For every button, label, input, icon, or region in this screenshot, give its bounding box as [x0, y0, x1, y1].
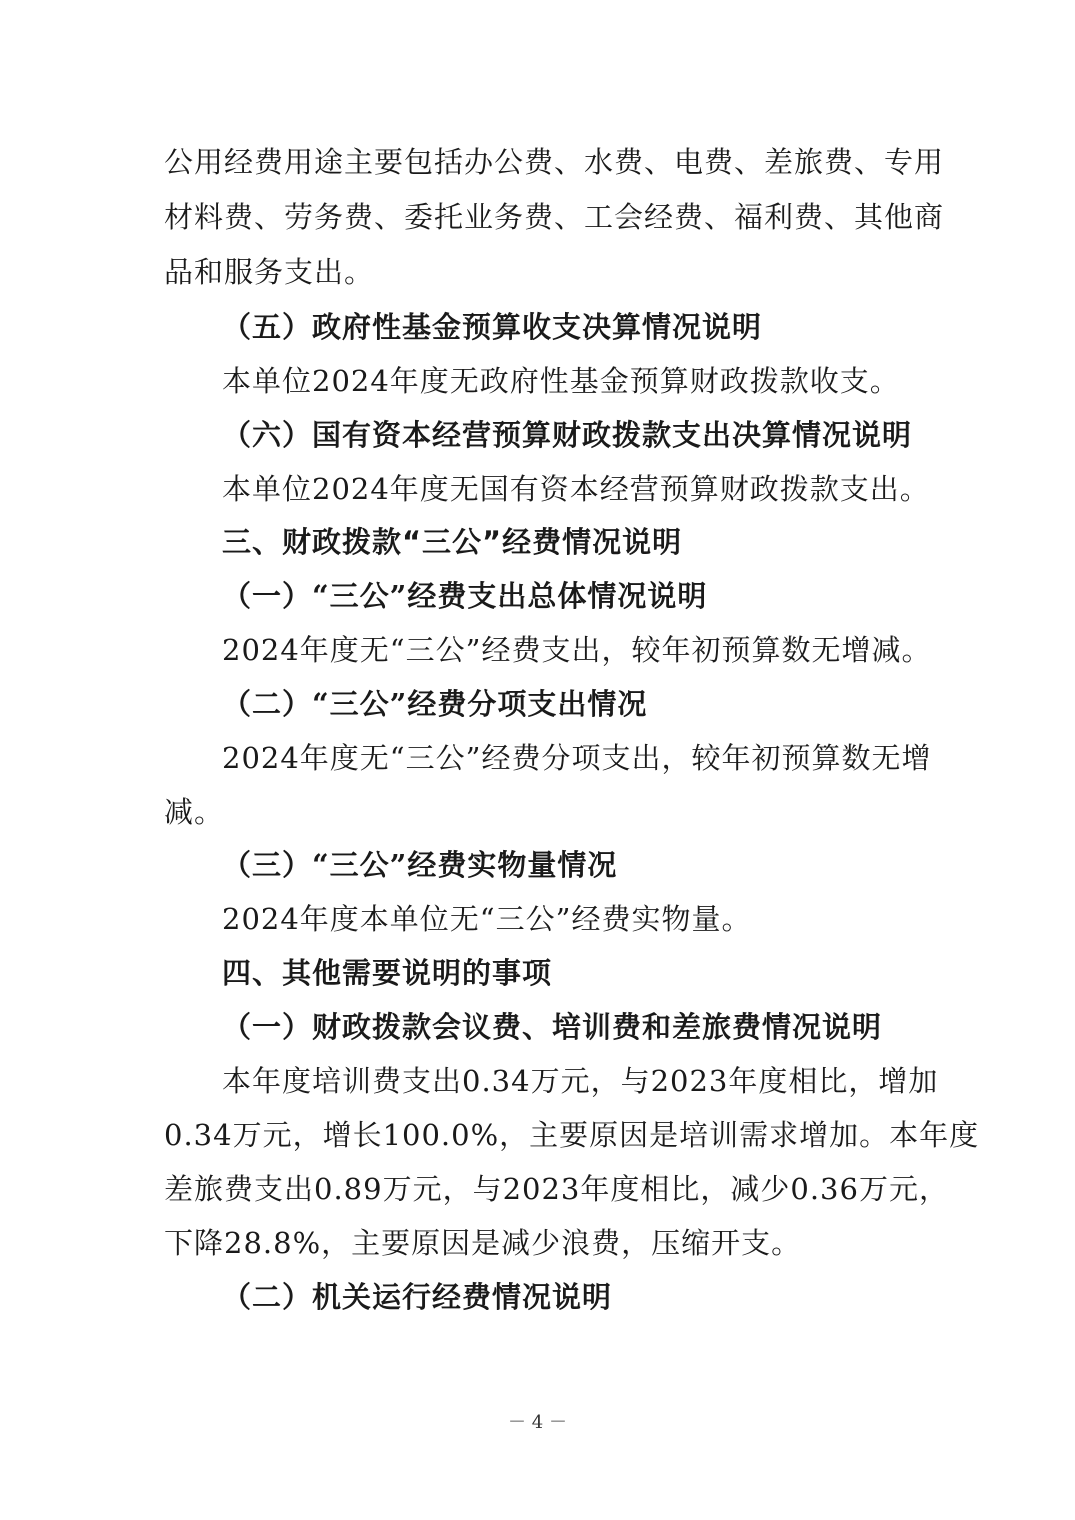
body-line: 本单位2024年度无国有资本经营预算财政拨款支出。: [222, 472, 930, 506]
body-line: 本年度培训费支出0.34万元，与2023年度相比，增加: [222, 1064, 939, 1098]
section-heading: （五）政府性基金预算收支决算情况说明: [222, 310, 763, 344]
section-heading: （一）“三公”经费支出总体情况说明: [222, 579, 708, 613]
section-heading: （二）“三公”经费分项支出情况: [222, 687, 648, 721]
body-line: 下降28.8%，主要原因是减少浪费，压缩开支。: [164, 1226, 802, 1260]
chapter-heading: 三、财政拨款“三公”经费情况说明: [222, 525, 683, 559]
body-line: 2024年度无“三公”经费支出，较年初预算数无增减。: [222, 633, 932, 667]
body-line: 0.34万元，增长100.0%，主要原因是培训需求增加。本年度: [164, 1118, 980, 1152]
chapter-heading: 四、其他需要说明的事项: [222, 956, 553, 990]
section-heading: （三）“三公”经费实物量情况: [222, 848, 618, 882]
section-heading: （二）机关运行经费情况说明: [222, 1280, 613, 1314]
body-line: 本单位2024年度无政府性基金预算财政拨款收支。: [222, 364, 900, 398]
body-line: 材料费、劳务费、委托业务费、工会经费、福利费、其他商: [164, 200, 945, 234]
page-number: － 4 －: [508, 1412, 567, 1433]
body-line: 2024年度无“三公”经费分项支出，较年初预算数无增: [222, 741, 932, 775]
body-line: 品和服务支出。: [164, 255, 375, 289]
body-line: 公用经费用途主要包括办公费、水费、电费、差旅费、专用: [164, 145, 945, 179]
section-heading: （六）国有资本经营预算财政拨款支出决算情况说明: [222, 418, 913, 452]
section-heading: （一）财政拨款会议费、培训费和差旅费情况说明: [222, 1010, 883, 1044]
body-line: 2024年度本单位无“三公”经费实物量。: [222, 902, 752, 936]
body-line: 减。: [164, 795, 225, 829]
body-line: 差旅费支出0.89万元，与2023年度相比，减少0.36万元，: [164, 1172, 949, 1206]
